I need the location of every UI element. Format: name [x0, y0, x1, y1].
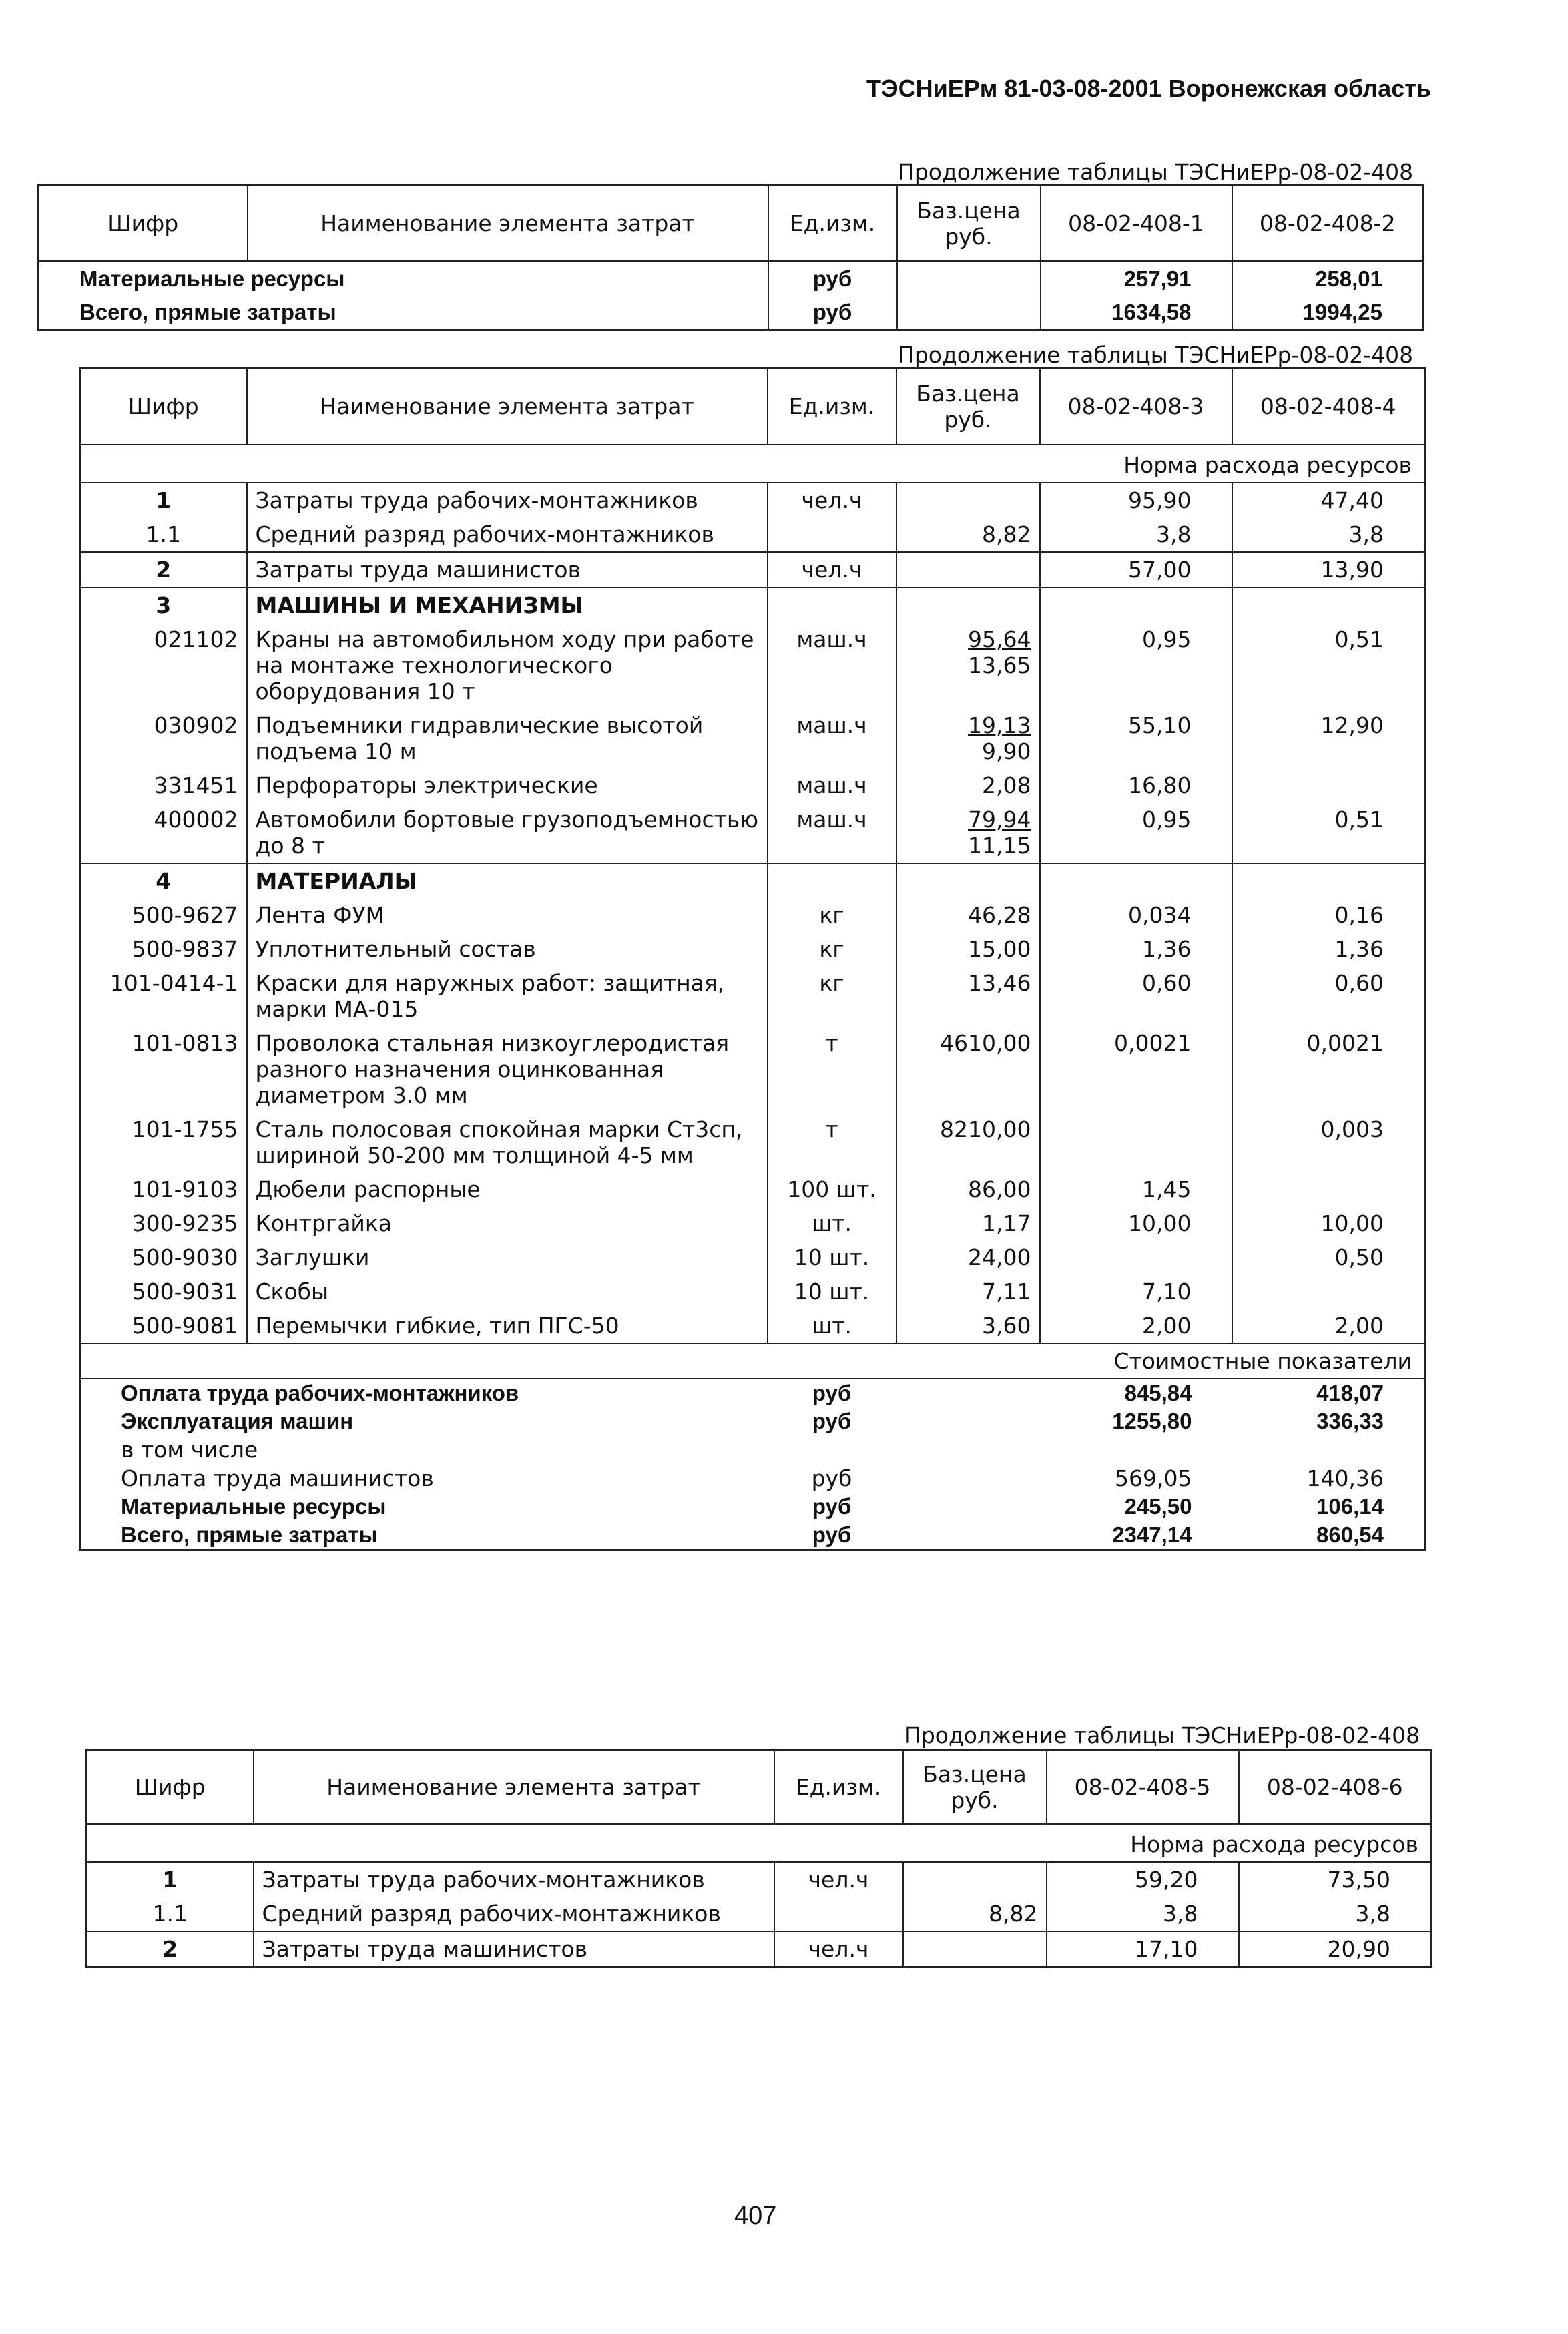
col-norm1-header: 08-02-408-5	[1047, 1750, 1239, 1824]
row-norm1: 0,95	[1040, 802, 1232, 863]
row-norm1: 57,00	[1040, 552, 1232, 588]
row-norm2: 258,01	[1232, 262, 1424, 296]
row-name: Уплотнительный состав	[247, 932, 768, 966]
row-name: Материальные ресурсы	[39, 262, 768, 296]
row-code: 1.1	[87, 1897, 254, 1931]
row-unit: маш.ч	[768, 768, 896, 802]
row-norm2: 0,60	[1232, 966, 1425, 1026]
col-price-header: Баз.цена руб.	[903, 1750, 1047, 1824]
row-code: 101-1755	[80, 1112, 247, 1172]
table-row	[80, 483, 1425, 517]
row-price	[903, 1897, 1047, 1931]
col-name-header: Наименование элемента затрат	[247, 369, 768, 445]
cost-norm2	[1232, 1435, 1425, 1464]
row-price	[896, 802, 1040, 863]
row-norm2: 13,90	[1232, 552, 1425, 588]
table-row	[80, 1026, 1425, 1112]
cost-row	[80, 1493, 1425, 1521]
cost-name: Эксплуатация машин	[80, 1407, 768, 1435]
row-code: 101-9103	[80, 1172, 247, 1206]
row-code: 400002	[80, 802, 247, 863]
row-norm2: 0,0021	[1232, 1026, 1425, 1112]
row-price	[896, 1240, 1040, 1274]
cost-row	[80, 1379, 1425, 1407]
cost-row	[80, 1521, 1425, 1550]
norm-label-row	[87, 1824, 1432, 1862]
row-unit: кг	[768, 966, 896, 1026]
cost-row	[80, 1407, 1425, 1435]
row-norm1: 7,10	[1040, 1274, 1232, 1309]
row-name: Краны на автомобильном ходу при работе на монтаже технологического оборудования 10 т	[247, 622, 768, 708]
col-unit-header: Ед.изм.	[774, 1750, 903, 1824]
row-name: Затраты труда машинистов	[254, 1931, 774, 1967]
cost-unit: руб	[812, 1380, 852, 1405]
cost-unit: руб	[812, 1493, 852, 1519]
cost-row	[80, 1464, 1425, 1493]
table-row	[80, 1206, 1425, 1240]
row-code: 3	[80, 588, 247, 622]
norm-label-row	[80, 445, 1425, 483]
cost-norm2: 140,36	[1232, 1464, 1425, 1493]
table-row	[80, 708, 1425, 768]
row-code: 331451	[80, 768, 247, 802]
row-unit: 100 шт.	[768, 1172, 896, 1206]
row-code: 500-9627	[80, 898, 247, 932]
row-norm1	[1040, 1240, 1232, 1274]
row-price	[896, 863, 1040, 898]
norm-label: Норма расхода ресурсов	[80, 445, 1425, 483]
row-price	[896, 588, 1040, 622]
row-price	[896, 1172, 1040, 1206]
row-name: Перфораторы электрические	[247, 768, 768, 802]
table-row	[80, 932, 1425, 966]
row-price-value: 8,82	[982, 521, 1031, 547]
row-unit: чел.ч	[774, 1931, 903, 1967]
col-code-header: Шифр	[39, 186, 248, 262]
row-code: 1	[87, 1862, 254, 1897]
row-unit: чел.ч	[774, 1862, 903, 1897]
row-price-value: 46,28	[968, 901, 1031, 928]
col-norm2-header: 08-02-408-2	[1232, 186, 1424, 262]
row-norm2: 2,00	[1232, 1309, 1425, 1343]
row-price	[896, 708, 1040, 768]
row-norm1: 55,10	[1040, 708, 1232, 768]
table-row	[80, 622, 1425, 708]
col-norm2-header: 08-02-408-6	[1239, 1750, 1432, 1824]
row-price	[896, 1309, 1040, 1343]
row-price-value: 8210,00	[940, 1116, 1031, 1142]
cost-price	[896, 1493, 1040, 1521]
row-name: МАШИНЫ И МЕХАНИЗМЫ	[247, 588, 768, 622]
row-price	[903, 1931, 1047, 1967]
row-code: 500-9837	[80, 932, 247, 966]
row-name: Заглушки	[247, 1240, 768, 1274]
row-unit: маш.ч	[768, 802, 896, 863]
row-price-value: 3,60	[982, 1312, 1031, 1339]
row-unit: руб	[768, 296, 897, 330]
row-unit: чел.ч	[768, 483, 896, 517]
table-row	[39, 296, 1424, 330]
cost-norm1: 845,84	[1124, 1380, 1192, 1405]
row-unit: 10 шт.	[768, 1274, 896, 1309]
table-row	[39, 262, 1424, 296]
row-norm1: 0,95	[1040, 622, 1232, 708]
table-row	[80, 517, 1425, 552]
row-unit	[768, 588, 896, 622]
row-name: Перемычки гибкие, тип ПГС-50	[247, 1309, 768, 1343]
row-name: Затраты труда рабочих-монтажников	[254, 1862, 774, 1897]
table-row	[87, 1862, 1432, 1897]
row-unit: шт.	[768, 1309, 896, 1343]
cost-name: Всего, прямые затраты	[80, 1521, 768, 1550]
cost-norm2: 336,33	[1232, 1407, 1425, 1435]
row-norm2: 0,16	[1232, 898, 1425, 932]
cost-norm1	[1040, 1435, 1232, 1464]
table-row	[80, 1309, 1425, 1343]
row-price	[896, 932, 1040, 966]
row-norm2: 47,40	[1232, 483, 1425, 517]
table1-caption: Продолжение таблицы ТЭСНиЕРр-08-02-408	[898, 159, 1414, 185]
row-unit: шт.	[768, 1206, 896, 1240]
row-norm1: 1,45	[1040, 1172, 1232, 1206]
row-norm2: 73,50	[1239, 1862, 1432, 1897]
table2	[79, 367, 1426, 1551]
row-code: 1	[80, 483, 247, 517]
row-price-value: 13,46	[968, 969, 1031, 996]
cost-price	[896, 1407, 1040, 1435]
row-price	[896, 483, 1040, 517]
row-norm1	[1040, 588, 1232, 622]
cost-price	[896, 1435, 1040, 1464]
row-norm2: 0,50	[1232, 1240, 1425, 1274]
row-norm1: 59,20	[1047, 1862, 1239, 1897]
row-code: 101-0414-1	[80, 966, 247, 1026]
row-norm2: 3,8	[1232, 517, 1425, 552]
row-norm2	[1232, 588, 1425, 622]
row-unit: т	[768, 1026, 896, 1112]
cost-norm1: 245,50	[1124, 1493, 1192, 1519]
row-name: Всего, прямые затраты	[39, 296, 768, 330]
col-unit-header: Ед.изм.	[768, 186, 897, 262]
table-row	[80, 1274, 1425, 1309]
row-price	[896, 552, 1040, 588]
row-name: Автомобили бортовые грузоподъемностью до 8 т	[247, 802, 768, 863]
row-unit: маш.ч	[768, 622, 896, 708]
table-row	[87, 1931, 1432, 1967]
col-code-header: Шифр	[87, 1750, 254, 1824]
cost-unit	[768, 1435, 896, 1464]
row-norm2: 3,8	[1239, 1897, 1432, 1931]
cost-name: Оплата труда машинистов	[80, 1464, 768, 1493]
row-price-value: 19,13	[968, 712, 1031, 738]
cost-label: Стоимостные показатели	[80, 1343, 1425, 1379]
row-price	[896, 1026, 1040, 1112]
row-unit: чел.ч	[768, 552, 896, 588]
table-row	[80, 1112, 1425, 1172]
table-row	[80, 552, 1425, 588]
row-norm2: 1,36	[1232, 932, 1425, 966]
row-name: Дюбели распорные	[247, 1172, 768, 1206]
row-price	[896, 1274, 1040, 1309]
table2-body	[80, 445, 1425, 1550]
col-norm1-header: 08-02-408-3	[1040, 369, 1232, 445]
row-norm2: 0,003	[1232, 1112, 1425, 1172]
row-name: Подъемники гидравлические высотой подъема 10 м	[247, 708, 768, 768]
row-norm1: 0,60	[1040, 966, 1232, 1026]
row-code: 500-9030	[80, 1240, 247, 1274]
row-name: МАТЕРИАЛЫ	[247, 863, 768, 898]
row-code: 101-0813	[80, 1026, 247, 1112]
row-name: Затраты труда машинистов	[247, 552, 768, 588]
row-price-value: 2,08	[982, 772, 1031, 798]
table3	[85, 1749, 1432, 1968]
document-header: ТЭСНиЕРм 81-03-08-2001 Воронежская область	[866, 75, 1431, 102]
cost-name: Материальные ресурсы	[80, 1493, 768, 1521]
col-code-header: Шифр	[80, 369, 247, 445]
row-name: Средний разряд рабочих-монтажников	[254, 1897, 774, 1931]
row-price-value: 1,17	[982, 1210, 1031, 1236]
row-name: Скобы	[247, 1274, 768, 1309]
cost-norm1: 2347,14	[1112, 1522, 1192, 1547]
row-price	[903, 1862, 1047, 1897]
row-price-value: 15,00	[968, 935, 1031, 962]
table1	[37, 184, 1424, 331]
row-norm1: 257,91	[1041, 262, 1232, 296]
cost-unit: руб	[812, 1408, 852, 1433]
row-norm2: 0,51	[1232, 622, 1425, 708]
row-unit: маш.ч	[768, 708, 896, 768]
col-name-header: Наименование элемента затрат	[254, 1750, 774, 1824]
table-row	[80, 588, 1425, 622]
row-code: 300-9235	[80, 1206, 247, 1240]
row-price-value: 24,00	[968, 1244, 1031, 1270]
row-name: Краски для наружных работ: защитная, марки МА-015	[247, 966, 768, 1026]
row-price	[896, 768, 1040, 802]
row-code: 2	[80, 552, 247, 588]
row-price	[896, 898, 1040, 932]
row-norm1: 17,10	[1047, 1931, 1239, 1967]
row-unit	[768, 863, 896, 898]
col-name-header: Наименование элемента затрат	[248, 186, 768, 262]
row-norm2: 10,00	[1232, 1206, 1425, 1240]
row-name: Проволока стальная низкоуглеродистая разного назначения оцинкованная диаметром 3.0 мм	[247, 1026, 768, 1112]
row-norm1: 3,8	[1047, 1897, 1239, 1931]
row-norm1	[1040, 1112, 1232, 1172]
table-row	[80, 802, 1425, 863]
row-unit: кг	[768, 932, 896, 966]
row-name: Средний разряд рабочих-монтажников	[247, 517, 768, 552]
row-price-value: 79,94	[968, 806, 1031, 833]
row-norm1: 1,36	[1040, 932, 1232, 966]
page-number: 407	[734, 2202, 777, 2230]
row-price-value: 7,11	[982, 1278, 1031, 1305]
row-price-value: 86,00	[968, 1176, 1031, 1202]
table1-body	[39, 262, 1424, 330]
row-norm2: 20,90	[1239, 1931, 1432, 1967]
row-norm2: 12,90	[1232, 708, 1425, 768]
row-norm1: 95,90	[1040, 483, 1232, 517]
cost-price	[896, 1464, 1040, 1493]
row-code: 2	[87, 1931, 254, 1967]
row-name: Лента ФУМ	[247, 898, 768, 932]
table2-caption: Продолжение таблицы ТЭСНиЕРр-08-02-408	[898, 342, 1414, 368]
row-name: Затраты труда рабочих-монтажников	[247, 483, 768, 517]
row-price	[896, 966, 1040, 1026]
cost-norm1: 1255,80	[1112, 1408, 1192, 1433]
table-row	[80, 966, 1425, 1026]
col-price-header: Баз.цена руб.	[896, 369, 1040, 445]
cost-unit: руб	[812, 1522, 852, 1547]
row-norm1	[1040, 863, 1232, 898]
row-price	[896, 622, 1040, 708]
row-price	[897, 296, 1041, 330]
cost-label-row	[80, 1343, 1425, 1379]
table-row	[80, 1240, 1425, 1274]
cost-norm2: 418,07	[1232, 1379, 1425, 1407]
row-price-value: 95,64	[968, 626, 1031, 652]
row-price-labor: 13,65	[968, 652, 1031, 678]
row-name: Контргайка	[247, 1206, 768, 1240]
cost-name: в том числе	[80, 1435, 768, 1464]
row-norm2	[1232, 1274, 1425, 1309]
cost-price	[896, 1379, 1040, 1407]
row-name: Сталь полосовая спокойная марки Ст3сп, шириной 50-200 мм толщиной 4-5 мм	[247, 1112, 768, 1172]
row-norm2	[1232, 768, 1425, 802]
row-code: 030902	[80, 708, 247, 768]
row-price	[897, 262, 1041, 296]
row-price	[896, 517, 1040, 552]
col-norm1-header: 08-02-408-1	[1041, 186, 1232, 262]
row-norm1: 0,0021	[1040, 1026, 1232, 1112]
table-row	[80, 1172, 1425, 1206]
table-row	[80, 863, 1425, 898]
row-unit: т	[768, 1112, 896, 1172]
row-unit: кг	[768, 898, 896, 932]
row-norm1: 3,8	[1040, 517, 1232, 552]
row-norm1: 1634,58	[1041, 296, 1232, 330]
table-row	[87, 1897, 1432, 1931]
row-norm2: 0,51	[1232, 802, 1425, 863]
table3-caption: Продолжение таблицы ТЭСНиЕРр-08-02-408	[904, 1722, 1420, 1748]
row-price-labor: 11,15	[968, 832, 1031, 859]
row-unit	[774, 1897, 903, 1931]
row-unit: 10 шт.	[768, 1240, 896, 1274]
cost-norm2: 106,14	[1232, 1493, 1425, 1521]
row-code: 500-9031	[80, 1274, 247, 1309]
cost-row	[80, 1435, 1425, 1464]
table1-header-row	[39, 186, 1424, 262]
table2-header-row	[80, 369, 1425, 445]
table-row	[80, 898, 1425, 932]
cost-norm2: 860,54	[1232, 1521, 1425, 1550]
row-unit: руб	[768, 262, 897, 296]
row-price-value: 4610,00	[940, 1029, 1031, 1056]
cost-norm1: 569,05	[1115, 1465, 1192, 1491]
row-price	[896, 1206, 1040, 1240]
table-row	[80, 768, 1425, 802]
row-unit	[768, 517, 896, 552]
table3-header-row	[87, 1750, 1432, 1824]
row-norm1: 16,80	[1040, 768, 1232, 802]
norm-label: Норма расхода ресурсов	[87, 1824, 1432, 1862]
row-norm2	[1232, 1172, 1425, 1206]
row-price-labor: 9,90	[982, 738, 1031, 764]
cost-name: Оплата труда рабочих-монтажников	[80, 1379, 768, 1407]
col-price-header: Баз.цена руб.	[897, 186, 1041, 262]
row-norm2	[1232, 863, 1425, 898]
row-norm2: 1994,25	[1232, 296, 1424, 330]
row-price	[896, 1112, 1040, 1172]
cost-unit: руб	[811, 1465, 852, 1491]
cost-price	[896, 1521, 1040, 1550]
row-code: 4	[80, 863, 247, 898]
row-code: 500-9081	[80, 1309, 247, 1343]
row-norm1: 0,034	[1040, 898, 1232, 932]
row-norm1: 2,00	[1040, 1309, 1232, 1343]
col-norm2-header: 08-02-408-4	[1232, 369, 1425, 445]
col-unit-header: Ед.изм.	[768, 369, 896, 445]
row-code: 1.1	[80, 517, 247, 552]
row-price-value: 8,82	[989, 1900, 1038, 1927]
table3-body	[87, 1824, 1432, 1967]
row-norm1: 10,00	[1040, 1206, 1232, 1240]
row-code: 021102	[80, 622, 247, 708]
